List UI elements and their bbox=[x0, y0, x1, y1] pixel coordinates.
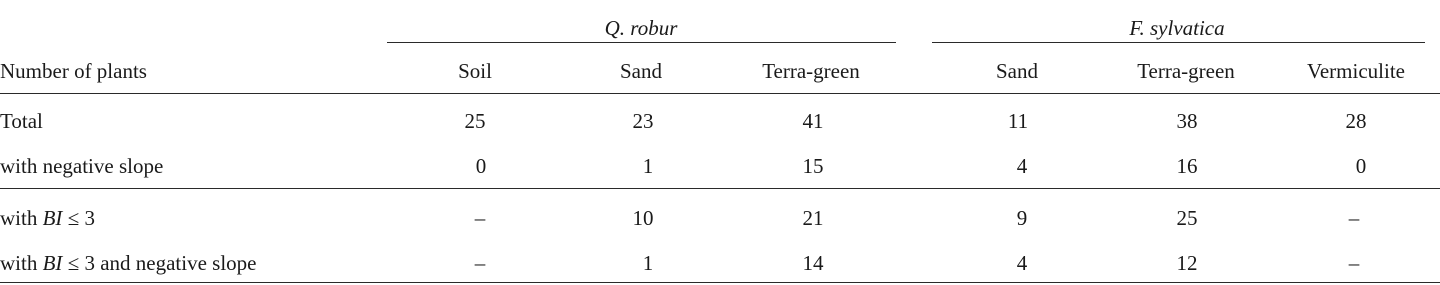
table-cell: 16 bbox=[1176, 154, 1198, 178]
group-rule-f-sylvatica bbox=[932, 42, 1425, 43]
column-header-sand: Sand bbox=[620, 59, 662, 83]
column-header-terra-green: Terra-green bbox=[1137, 59, 1235, 83]
table-cell: 12 bbox=[1176, 251, 1198, 275]
table-cell: 21 bbox=[802, 206, 824, 230]
row-label: with negative slope bbox=[0, 154, 164, 178]
group-header-q-robur: Q. robur bbox=[604, 16, 678, 40]
header-rule bbox=[0, 93, 1440, 94]
table-cell: 9 bbox=[1016, 206, 1028, 230]
table-cell: 25 bbox=[464, 109, 486, 133]
group-rule-q-robur bbox=[387, 42, 896, 43]
table-cell: 38 bbox=[1176, 109, 1198, 133]
table-cell: 4 bbox=[1016, 154, 1028, 178]
table-cell: 1 bbox=[642, 154, 654, 178]
table-cell: 1 bbox=[642, 251, 654, 275]
table-cell: 11 bbox=[1007, 109, 1029, 133]
section-rule bbox=[0, 188, 1440, 189]
table-cell: – bbox=[1348, 206, 1360, 230]
table-cell: 41 bbox=[802, 109, 824, 133]
row-header-label: Number of plants bbox=[0, 59, 147, 83]
table-cell: 0 bbox=[1355, 154, 1367, 178]
table-cell: 4 bbox=[1016, 251, 1028, 275]
bottom-rule bbox=[0, 282, 1440, 283]
column-header-terra-green: Terra-green bbox=[762, 59, 860, 83]
table-cell: 23 bbox=[632, 109, 654, 133]
column-header-soil: Soil bbox=[458, 59, 492, 83]
row-label: Total bbox=[0, 109, 43, 133]
table-cell: 25 bbox=[1176, 206, 1198, 230]
table-cell: 15 bbox=[802, 154, 824, 178]
group-header-f-sylvatica: F. sylvatica bbox=[1129, 16, 1225, 40]
column-header-vermiculite: Vermiculite bbox=[1307, 59, 1405, 83]
table-cell: – bbox=[474, 206, 486, 230]
row-label: with BI ≤ 3 and negative slope bbox=[0, 251, 257, 275]
table-cell: 0 bbox=[475, 154, 487, 178]
table-cell: 14 bbox=[802, 251, 824, 275]
table-cell: – bbox=[1348, 251, 1360, 275]
table-cell: – bbox=[474, 251, 486, 275]
table-cell: 10 bbox=[632, 206, 654, 230]
row-label: with BI ≤ 3 bbox=[0, 206, 95, 230]
table-cell: 28 bbox=[1345, 109, 1367, 133]
column-header-sand: Sand bbox=[996, 59, 1038, 83]
